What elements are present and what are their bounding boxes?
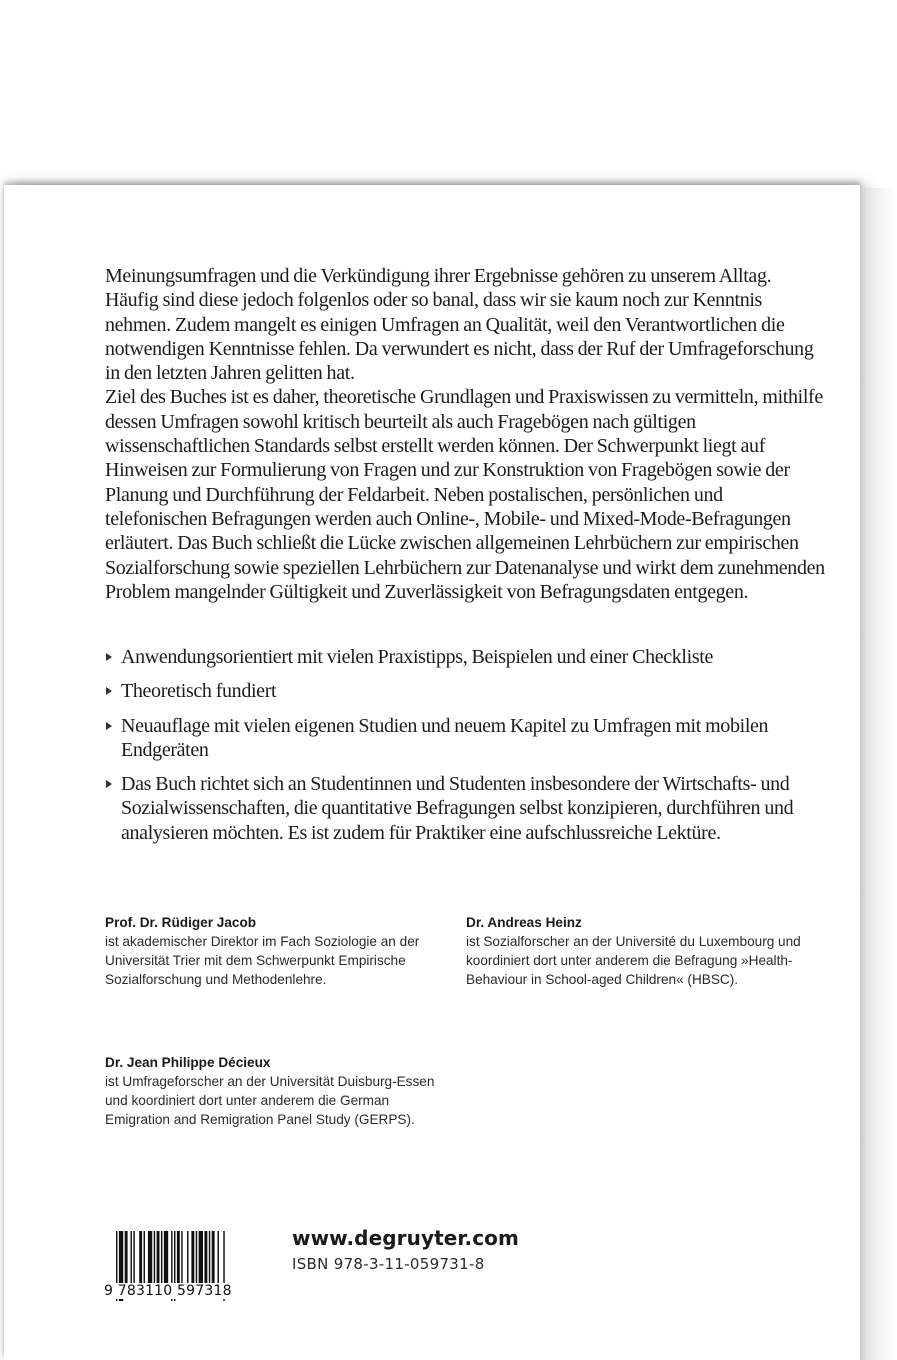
author-bio	[466, 913, 826, 989]
barcode-bar	[187, 1231, 188, 1289]
barcode-bar	[125, 1231, 128, 1289]
triangle-bullet-icon	[106, 722, 112, 730]
barcode-bar	[181, 1231, 182, 1289]
barcode-bar	[191, 1231, 194, 1289]
barcode-number: 9 783110 597318	[104, 1283, 232, 1299]
barcode-bar	[144, 1231, 145, 1289]
triangle-bullet-icon	[106, 780, 112, 788]
triangle-bullet-icon	[106, 653, 112, 661]
barcode-bar	[199, 1231, 203, 1289]
feature-item: Das Buch richtet sich an Studentinnen und Studenten insbesondere der Wirtschafts- und Sozialwissenschaften, die quantitative Befragungen selbst konzipieren, durchführen und analysieren möchten. Es ist zudem für Praktiker eine aufschlussreiche Lektüre.	[105, 772, 827, 845]
feature-item: Theoretisch fundiert	[105, 679, 827, 703]
barcode-bar	[218, 1231, 219, 1289]
blurb-paragraph-1: Meinungsumfragen und die Verkündigung ihrer Ergebnisse gehören zu unserem Alltag. Häufig sind diese jedoch folgenlos oder so banal, dass wir sie kaum noch zur Kenntnis nehmen. Zudem mangelt es einigen Umfragen an Qualität, weil den Verantwortlichen die notwendigen Kenntnisse fehlen. Da verwundert es nicht, dass der Ruf der Umfrageforschung in den letzten Jahren gelitten hat.	[105, 265, 814, 385]
blurb-paragraph-2: Ziel des Buches ist es daher, theoretische Grundlagen und Praxiswissen zu vermitteln, mithilfe dessen Umfragen sowohl kritisch beurteilt als auch Fragebögen nach gültigen wissenschaftlichen Standards selbst erstellt werden können. Der Schwerpunkt liegt auf Hinweisen zur Formulierung von Fragen und zur Konstruktion von Fragebögen sowie der Planung und Durchführung der Feldarbeit. Neben postalischen, persönlichen und telefonischen Befragungen werden auch Online-, Mobile- und Mixed-Mode-Befragungen erläutert. Das Buch schließt die Lücke zwischen allgemeinen Lehrbüchern zur empirischen Sozialforschung sowie speziellen Lehrbüchern zur Datenanalyse und wirkt dem zunehmenden Problem mangelnder Gültigkeit und Zuverlässigkeit von Befragungsdaten entgegen.	[105, 386, 825, 603]
author-name: Prof. Dr. Rüdiger Jacob	[105, 915, 257, 930]
feature-item: Anwendungsorientiert mit vielen Praxistipps, Beispielen und einer Checkliste	[105, 645, 827, 669]
author-bio	[105, 1053, 445, 1129]
barcode-bar	[139, 1231, 142, 1289]
barcode-bar	[133, 1231, 134, 1289]
barcode-bar	[154, 1231, 155, 1289]
barcode-bar	[209, 1231, 210, 1289]
feature-list	[105, 645, 827, 855]
barcode-bar	[196, 1231, 197, 1289]
barcode-bar	[148, 1231, 152, 1289]
barcode-bar	[161, 1231, 162, 1289]
cover-blurb	[105, 264, 827, 604]
barcode-bar	[157, 1231, 160, 1289]
barcode-bar	[164, 1231, 168, 1289]
author-bio	[105, 913, 445, 989]
author-description: ist akademischer Direktor im Fach Soziologie an der Universität Trier mit dem Schwerpunkt Empirische Sozialforschung und Methodenlehre.	[105, 934, 420, 987]
barcode-bar	[177, 1231, 180, 1289]
feature-item: Neuauflage mit vielen eigenen Studien und neuem Kapitel zu Umfragen mit mobilen Endgeräten	[105, 714, 827, 763]
page-edge-shadow	[860, 188, 897, 1360]
author-name: Dr. Jean Philippe Décieux	[105, 1055, 271, 1070]
isbn-number: ISBN 978-3-11-059731-8	[292, 1255, 485, 1273]
barcode-bar	[204, 1231, 207, 1289]
author-description: ist Umfrageforscher an der Universität Duisburg-Essen und koordiniert dort unter anderem die German Emigration and Remigration Panel Study (GERPS).	[105, 1074, 435, 1127]
publisher-website[interactable]: www.degruyter.com	[292, 1226, 519, 1250]
author-description: ist Sozialforscher an der Université du Luxembourg und koordiniert dort unter anderem die Befragung »Health-Behaviour in School-aged Children« (HBSC).	[466, 934, 801, 987]
barcode-bar	[131, 1231, 132, 1289]
triangle-bullet-icon	[106, 687, 112, 695]
barcode-bar	[212, 1231, 215, 1289]
author-name: Dr. Andreas Heinz	[466, 915, 582, 930]
